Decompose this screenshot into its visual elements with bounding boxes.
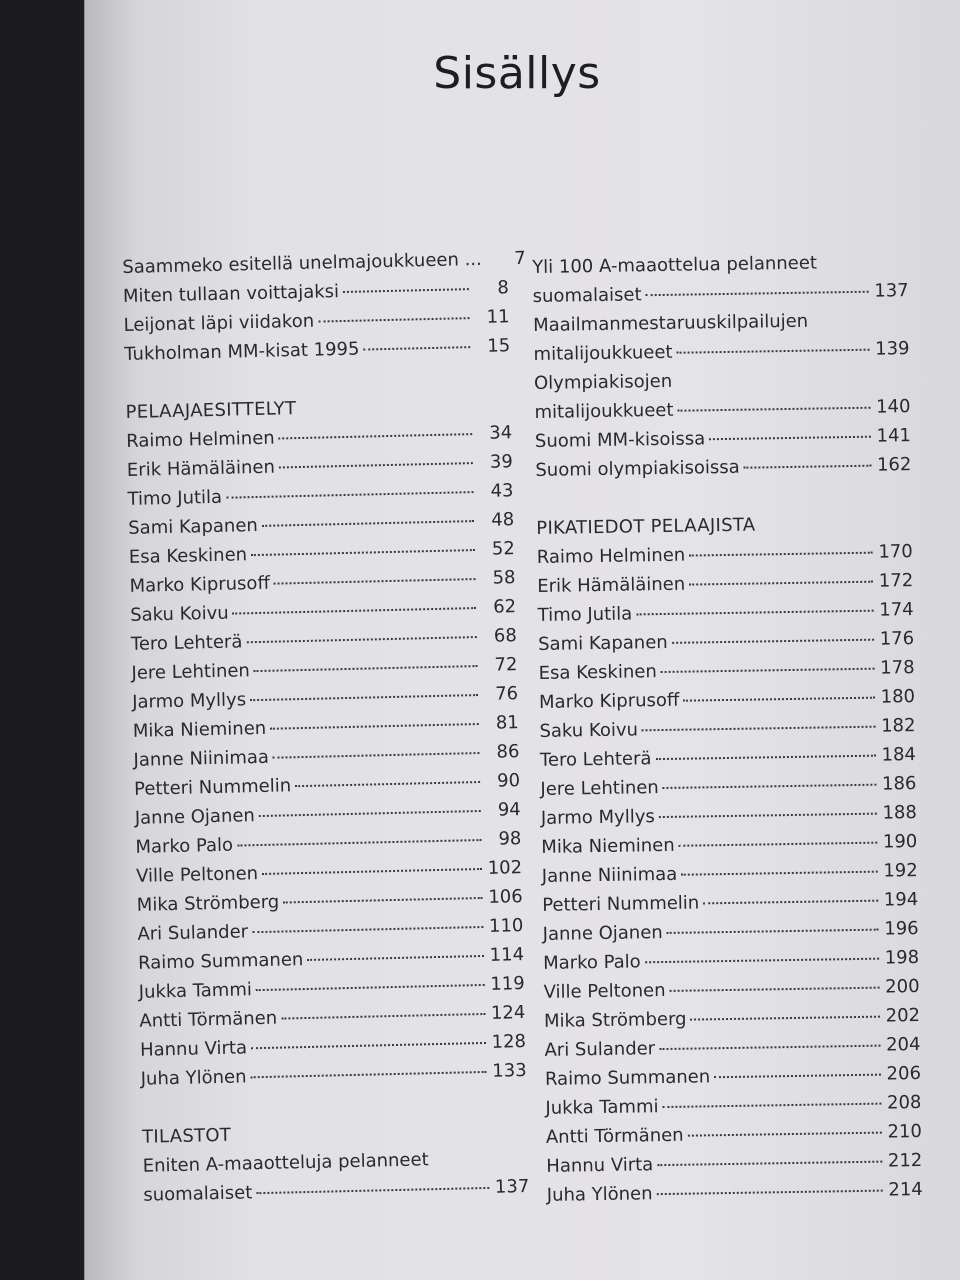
leader-dots [252,918,484,933]
toc-entry-label: Erik Hämäläinen [126,456,276,481]
leader-dots [278,425,472,439]
leader-dots [226,483,474,499]
toc-entry-label: Timo Jutila [537,603,633,626]
leader-dots [363,338,470,350]
facts-list [537,537,923,1210]
toc-entry-label: Esa Keskinen [128,544,248,568]
leader-dots [690,1008,880,1021]
intro-list [122,244,526,369]
leader-dots [318,309,470,322]
toc-entry-page: 86 [496,741,520,763]
toc-entry-line: Yli 100 A-maaottelua pelanneet [532,252,818,278]
toc-entry-page: 200 [885,976,920,998]
toc-entry-page: 188 [882,802,918,824]
leader-dots [307,947,484,961]
players-list [126,418,527,1094]
toc-entry-page: 68 [493,625,518,647]
leader-dots [645,283,868,297]
toc-entry-label: Hannu Virta [546,1154,654,1177]
toc-entry-label: Ari Sulander [137,921,249,945]
toc-entry-page: 162 [876,454,912,476]
leader-dots [662,1095,881,1108]
leader-dots [689,573,873,586]
toc-entry-page: 139 [875,338,910,360]
toc-entry-label: Raimo Summanen [544,1066,711,1090]
toc-entry-page: 172 [878,570,914,592]
toc-entry-label: Tukholman MM-kisat 1995 [124,338,360,365]
toc-entry-page: 90 [496,770,521,792]
leader-dots [677,399,870,412]
leader-dots [669,979,879,992]
toc-entry-label: Mika Strömberg [136,891,280,916]
toc-entry-page: 43 [490,480,514,502]
leader-dots [270,715,479,730]
toc-entry-label: Janne Ojanen [134,805,256,829]
toc-entry-page: 52 [491,538,516,560]
toc-entry-label: Jukka Tammi [545,1096,659,1119]
leader-dots [688,1124,882,1137]
leader-dots [667,921,879,934]
toc-entry-page: 106 [488,886,523,908]
toc-entry-label: Raimo Helminen [536,544,686,568]
toc-entry-label: Marko Palo [135,834,234,858]
toc-entry-page: 72 [494,654,518,676]
toc-entry-page: 184 [881,744,917,766]
toc-entry-label: Suomi MM-kisoissa [534,428,706,452]
toc-entry-page: 102 [487,857,523,879]
leader-dots [709,428,871,441]
toc-entry-label: suomalaiset [532,284,642,307]
leader-dots [679,834,878,847]
toc-entry-label: Ville Peltonen [543,979,666,1003]
leader-dots [645,950,880,964]
stats-list [532,247,911,427]
toc-entry-label: Jarmo Myllys [540,806,655,829]
leader-dots [343,280,469,293]
toc-entry-page: 48 [491,509,515,531]
leader-dots [703,892,878,905]
leader-dots [246,628,477,643]
leader-dots [262,860,482,875]
toc-entry-page: 214 [888,1178,923,1201]
toc-entry-page: 119 [490,973,525,995]
toc-entry-label: mitalijoukkueet [533,341,673,365]
toc-entry-line: Eniten A-maaotteluja pelanneet [142,1149,429,1177]
leader-dots [681,863,878,876]
toc-entry-label: Marko Kiprusoff [538,689,680,713]
leader-dots [237,831,482,847]
toc-entry-page: 137 [874,280,909,302]
toc-entry-page: 178 [880,657,915,679]
leader-dots [251,541,475,556]
leader-dots [232,599,476,615]
toc-entry-label: Miten tullaan voittajaksi [122,281,340,307]
toc-entry-page: 182 [880,715,916,737]
toc-entry-label: Leijonat läpi viidakon [123,310,315,336]
toc-entry-label: Petteri Nummelin [133,775,292,800]
toc-entry-label: Petteri Nummelin [542,892,700,916]
leader-dots [254,657,478,672]
toc-entry-label: Mika Nieminen [541,834,675,858]
page-title: Sisällys [433,48,601,99]
section-heading-players: PELAAJAESITTELYT [125,398,297,423]
toc-entry-page: 133 [492,1060,527,1082]
leader-dots [659,805,877,818]
toc-entry-page: 206 [886,1062,922,1085]
leader-dots [273,744,480,759]
leader-dots [279,454,473,468]
toc-entry-label: Raimo Helminen [126,427,275,452]
toc-entry-page: 58 [492,567,516,589]
leader-dots [661,660,875,673]
leader-dots [283,889,483,904]
section-heading-facts: PIKATIEDOT PELAAJISTA [536,514,756,539]
leader-dots [744,457,872,469]
toc-entry-line: Olympiakisojen [533,370,673,394]
toc-right-column [532,247,923,1210]
leader-dots [655,747,876,760]
toc-entry-label: Antti Törmänen [545,1124,684,1148]
leader-dots [656,1182,882,1196]
toc-entry-label: Jere Lehtinen [540,777,659,800]
toc-entry-page: 176 [879,628,915,650]
toc-entry-label: Mika Nieminen [132,717,267,742]
leader-dots [659,1037,881,1050]
toc-entry-page: 186 [881,773,917,795]
leader-dots [672,631,875,644]
leader-dots [262,512,475,527]
toc-entry-page: 180 [880,686,916,708]
toc-entry-page: 98 [498,828,522,850]
toc-entry-page: 62 [492,596,517,618]
toc-entry-label: Juha Ylönen [546,1183,653,1206]
toc-entry-label: suomalaiset [143,1182,253,1206]
toc-entry-page: 81 [495,712,519,734]
toc-entry-label: Juha Ylönen [140,1066,247,1090]
toc-entry-page: 198 [884,947,920,969]
toc-entry-page: 7 [514,247,526,270]
toc-left-column [122,244,530,1210]
toc-entry-page: 196 [884,918,919,940]
leader-dots [256,976,485,991]
leader-dots [274,570,476,585]
toc-entry-page: 76 [494,683,519,705]
toc-entry-page: 190 [882,831,918,853]
toc-entry-page: 192 [883,860,918,882]
leader-dots [657,1153,882,1167]
toc-entry-label: mitalijoukkueet [534,399,674,423]
toc-entry-page: 11 [486,306,510,328]
leader-dots [683,689,875,702]
toc-entry-label: Ville Peltonen [135,863,259,887]
toc-entry-label: Antti Törmänen [139,1007,278,1032]
leader-dots [250,1063,486,1078]
toc-entry-label: Timo Jutila [127,486,223,510]
toc-entry-label: Sami Kapanen [128,514,259,539]
toc-entry-page: 174 [879,599,914,621]
toc-entry-label: Erik Hämäläinen [537,573,686,597]
leader-dots [714,1066,881,1079]
toc-entry-label: Janne Niinimaa [541,863,678,887]
toc-entry-label: Jukka Tammi [138,979,253,1003]
toc-entry-label: Sami Kapanen [537,631,668,655]
toc-entry-label: Saammeko esitellä unelmajoukkueen ... [122,248,482,278]
toc-entry-page: 39 [489,451,514,473]
toc-entry-label: Jere Lehtinen [131,660,251,684]
toc-entry-page: 137 [494,1176,530,1198]
leader-dots [636,602,874,616]
toc-entry-page: 34 [489,422,513,444]
toc-entry-page: 114 [489,944,525,966]
toc-entry-page: 124 [490,1002,526,1024]
toc-entry-page: 208 [886,1091,922,1114]
toc-entry-page: 15 [487,335,511,357]
toc-entry-label: Hannu Virta [139,1037,248,1061]
toc-entry-label: Mika Strömberg [543,1008,687,1032]
toc-entry-page: 204 [885,1033,921,1056]
toc-entry [547,1175,923,1210]
leader-dots [689,544,873,557]
leader-dots [295,773,480,787]
toc-entry-line: Maailmanmestaruuskilpailujen [532,310,809,336]
toc-entry-label: Suomi olympiakisoissa [535,456,740,481]
toc-entry-label: Marko Kiprusoff [129,572,271,597]
toc-entry-page: 170 [878,541,913,563]
toc-entry-label: Tero Lehterä [130,631,243,655]
toc-entry-page: 128 [491,1031,527,1053]
toc-entry-label: Marko Palo [542,951,641,974]
toc-entry-label: Janne Niinimaa [133,746,270,771]
leader-dots [676,341,869,354]
toc-entry-label: Tero Lehterä [539,748,652,771]
leader-dots [663,776,877,789]
toc-entry-page: 194 [883,889,919,911]
toc-entry-page: 202 [885,1005,921,1027]
toc-entry-page: 110 [488,915,524,937]
leader-dots [642,718,876,732]
toc-entry-label: Esa Keskinen [538,661,657,684]
toc-entry-page: 212 [887,1149,923,1172]
toc-entry-page: 141 [876,425,912,447]
toc-entry-page: 210 [887,1120,923,1143]
toc-entry-page: 140 [875,396,911,418]
toc-entry-label: Saku Koivu [129,602,229,626]
section-heading-stats: TILASTOT [141,1124,232,1148]
toc-entry-label: Saku Koivu [539,719,639,742]
leader-dots [281,1005,485,1020]
toc-entry-label: Janne Ojanen [542,922,663,945]
toc-entry-page: 94 [497,799,521,821]
toc-entry-label: Ari Sulander [544,1038,656,1061]
leader-dots [256,1179,489,1194]
toc-entry-label: Jarmo Myllys [131,689,247,713]
leader-dots [251,1034,486,1049]
leader-dots [259,802,481,817]
toc-entry-label: Raimo Summanen [137,949,304,974]
leader-dots [250,686,478,701]
toc-entry-page: 8 [497,277,510,299]
